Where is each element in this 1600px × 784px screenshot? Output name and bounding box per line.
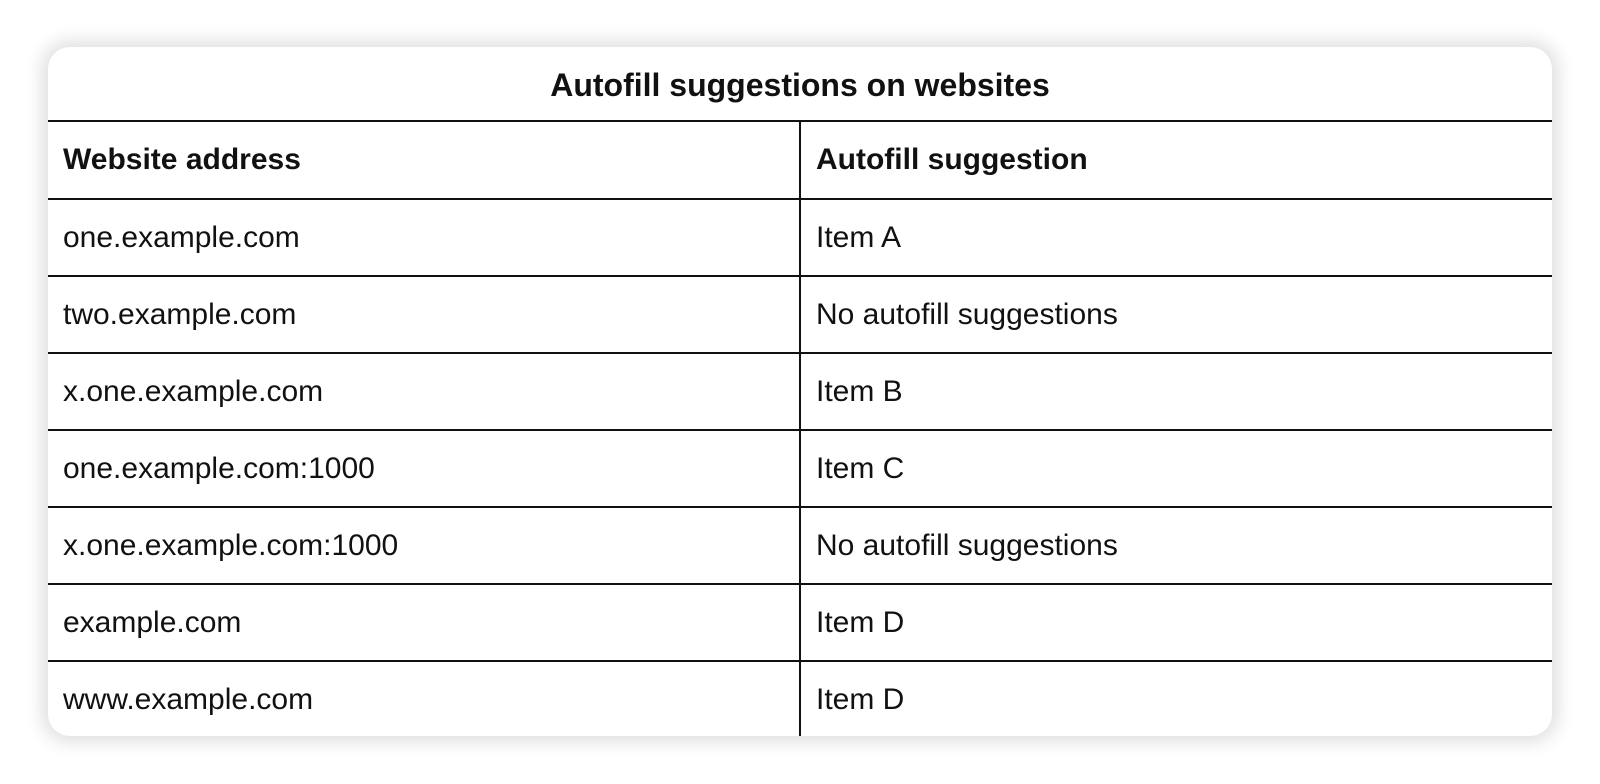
column-header-autofill-suggestion: Autofill suggestion bbox=[800, 122, 1552, 199]
website-address-cell: www.example.com bbox=[48, 661, 800, 736]
table-row bbox=[48, 661, 1552, 736]
table-card bbox=[48, 47, 1552, 736]
table-row bbox=[48, 507, 1552, 584]
website-address-cell: one.example.com:1000 bbox=[48, 430, 800, 507]
table-row bbox=[48, 276, 1552, 353]
autofill-table bbox=[48, 122, 1552, 736]
website-address-cell: two.example.com bbox=[48, 276, 800, 353]
autofill-suggestion-cell: Item A bbox=[800, 199, 1552, 276]
website-address-cell: one.example.com bbox=[48, 199, 800, 276]
autofill-suggestion-cell: Item D bbox=[816, 683, 905, 716]
autofill-suggestion-cell: Item D bbox=[800, 584, 1552, 661]
table-row bbox=[48, 430, 1552, 507]
column-header-website-address: Website address bbox=[48, 122, 800, 199]
table-row bbox=[48, 584, 1552, 661]
autofill-suggestion-cell: Item B bbox=[800, 353, 1552, 430]
website-address-cell: x.one.example.com:1000 bbox=[48, 507, 800, 584]
website-address-cell: x.one.example.com bbox=[48, 353, 800, 430]
autofill-suggestion-cell: No autofill suggestions bbox=[800, 507, 1552, 584]
table-row bbox=[48, 353, 1552, 430]
table-row bbox=[48, 199, 1552, 276]
autofill-suggestion-cell: No autofill suggestions bbox=[800, 276, 1552, 353]
autofill-suggestion-cell: Item C bbox=[800, 430, 1552, 507]
header-row bbox=[48, 122, 1552, 199]
website-address-cell: example.com bbox=[48, 584, 800, 661]
table-title: Autofill suggestions on websites bbox=[48, 47, 1552, 122]
